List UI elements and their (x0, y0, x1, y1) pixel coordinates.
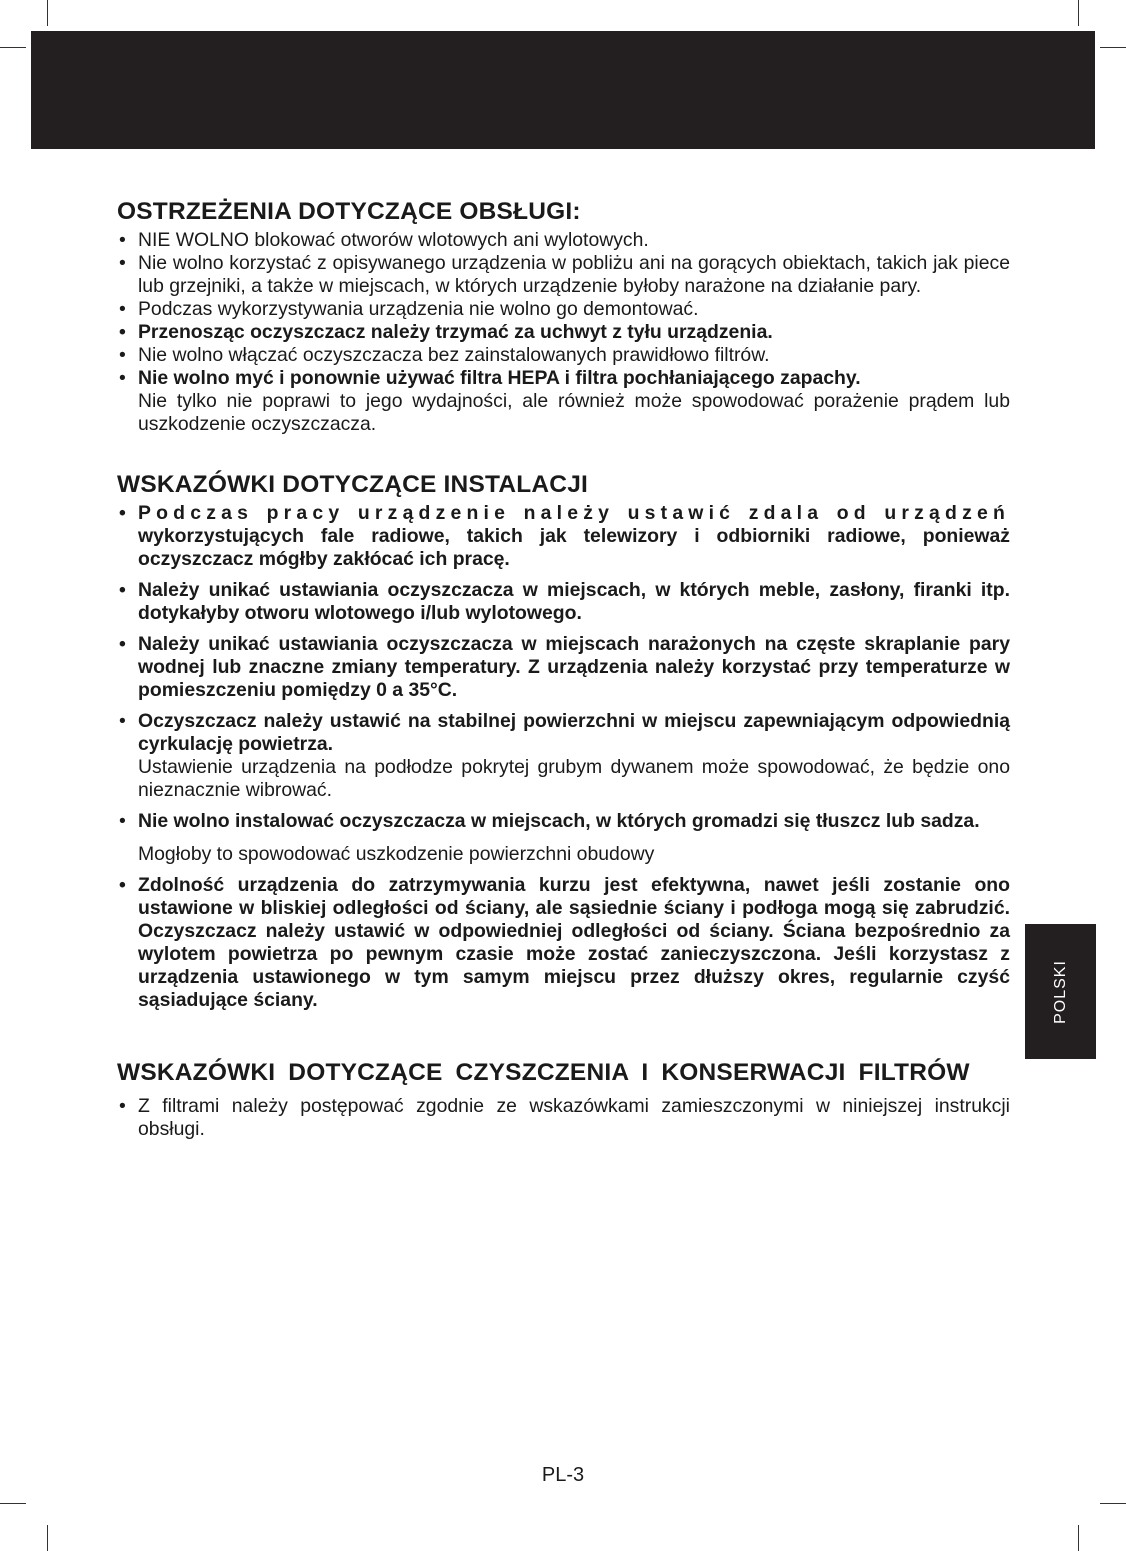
list-item: • Podczas wykorzystywania urządzenia nie wolno go demontować. (117, 298, 1010, 321)
list-item (117, 710, 1010, 802)
item-note: Mogłoby to spowodować uszkodzenie powierzchni obudowy (138, 843, 655, 865)
crop-mark (1078, 1525, 1079, 1551)
section-title: WSKAZÓWKI DOTYCZĄCE INSTALACJI (117, 471, 589, 498)
header-bar (31, 31, 1095, 149)
crop-mark (0, 47, 26, 48)
crop-mark (47, 0, 48, 26)
section-operation-warnings (117, 197, 1010, 436)
cleaning-list (117, 1095, 1010, 1141)
crop-mark (1100, 47, 1126, 48)
language-tab (1025, 924, 1096, 1059)
list-item: • NIE WOLNO blokować otworów wlotowych ani wylotowych. (117, 229, 1010, 252)
list-item: • Przenosząc oczyszczacz należy trzymać za uchwyt z tyłu urządzenia. (117, 321, 1010, 344)
item-text: Oczyszczacz należy ustawić na stabilnej powierzchni w miejscu zapewniającym odpowiednią cyrkulację powietrza. (138, 710, 1010, 755)
item-lead: Podczas pracy urządzenie należy ustawić zdala od urządzeń (138, 502, 1010, 524)
section-filter-cleaning-tips (117, 1058, 1010, 1141)
crop-mark (1100, 1503, 1126, 1504)
list-item: • Należy unikać ustawiania oczyszczacza w miejscach, w których meble, zasłony, firanki itp. dotykałyby otworu wlotowego i/lub wylotowego. (117, 579, 1010, 625)
section-title: WSKAZÓWKI DOTYCZĄCE CZYSZCZENIA I KONSERWACJI FILTRÓW (117, 1059, 970, 1086)
section-title: OSTRZEŻENIA DOTYCZĄCE OBSŁUGI: (117, 198, 581, 225)
warnings-list (117, 229, 1010, 436)
crop-mark (47, 1525, 48, 1551)
list-item: • Z filtrami należy postępować zgodnie ze wskazówkami zamieszczonymi w niniejszej instrukcji obsługi. (117, 1095, 1010, 1141)
installation-list (117, 502, 1010, 1012)
item-text: wykorzystujących fale radiowe, takich jak telewizory i odbiorniki radiowe, ponieważ oczyszczacz mógłby zakłócać ich pracę. (138, 525, 1010, 570)
list-item: • Zdolność urządzenia do zatrzymywania kurzu jest efektywna, nawet jeśli zostanie ono ustawione w bliskiej odległości od ściany, ale sąsiednie ściany i podłoga mogą się zabrudzić. Oczyszczacz należy ustawić w odpowiedniej odległości od ściany. Ściana bezpośrednio za wylotem powietrza po pewnym czasie może zostać zanieczyszczona. Jeśli korzystasz z urządzenia ustawionego w tym samym miejscu przez dłuższy okres, regularnie czyść sąsiadujące ściany. (117, 874, 1010, 1012)
list-item (117, 810, 1010, 866)
item-note: Ustawienie urządzenia na podłodze pokrytej grubym dywanem może spowodować, że będzie ono nieznacznie wibrować. (138, 756, 1010, 801)
page-content (117, 197, 1010, 1141)
page-number: PL-3 (541, 1464, 585, 1486)
list-item (117, 367, 1010, 436)
item-text: Nie wolno instalować oczyszczacza w miejscach, w których gromadzi się tłuszcz lub sadza. (138, 810, 980, 832)
language-tab-label: POLSKI (1051, 959, 1069, 1024)
crop-mark (0, 1503, 26, 1504)
list-item (117, 502, 1010, 571)
list-item: • Nie wolno włączać oczyszczacza bez zainstalowanych prawidłowo filtrów. (117, 344, 1010, 367)
item-text: Nie wolno myć i ponownie używać filtra HEPA i filtra pochłaniającego zapachy. (138, 367, 861, 389)
list-item: • Nie wolno korzystać z opisywanego urządzenia w pobliżu ani na gorących obiektach, takich jak piece lub grzejniki, a także w miejscach, w których urządzenie byłoby narażone na działanie pary. (117, 252, 1010, 298)
section-installation-tips (117, 470, 1010, 1012)
item-note: Nie tylko nie poprawi to jego wydajności, ale również może spowodować porażenie prądem lub uszkodzenie oczyszczacza. (138, 390, 1010, 435)
list-item: • Należy unikać ustawiania oczyszczacza w miejscach narażonych na częste skraplanie pary wodnej lub znaczne zmiany temperatury. Z urządzenia należy korzystać przy temperaturze w pomieszczeniu pomiędzy 0 a 35°C. (117, 633, 1010, 702)
crop-mark (1078, 0, 1079, 26)
